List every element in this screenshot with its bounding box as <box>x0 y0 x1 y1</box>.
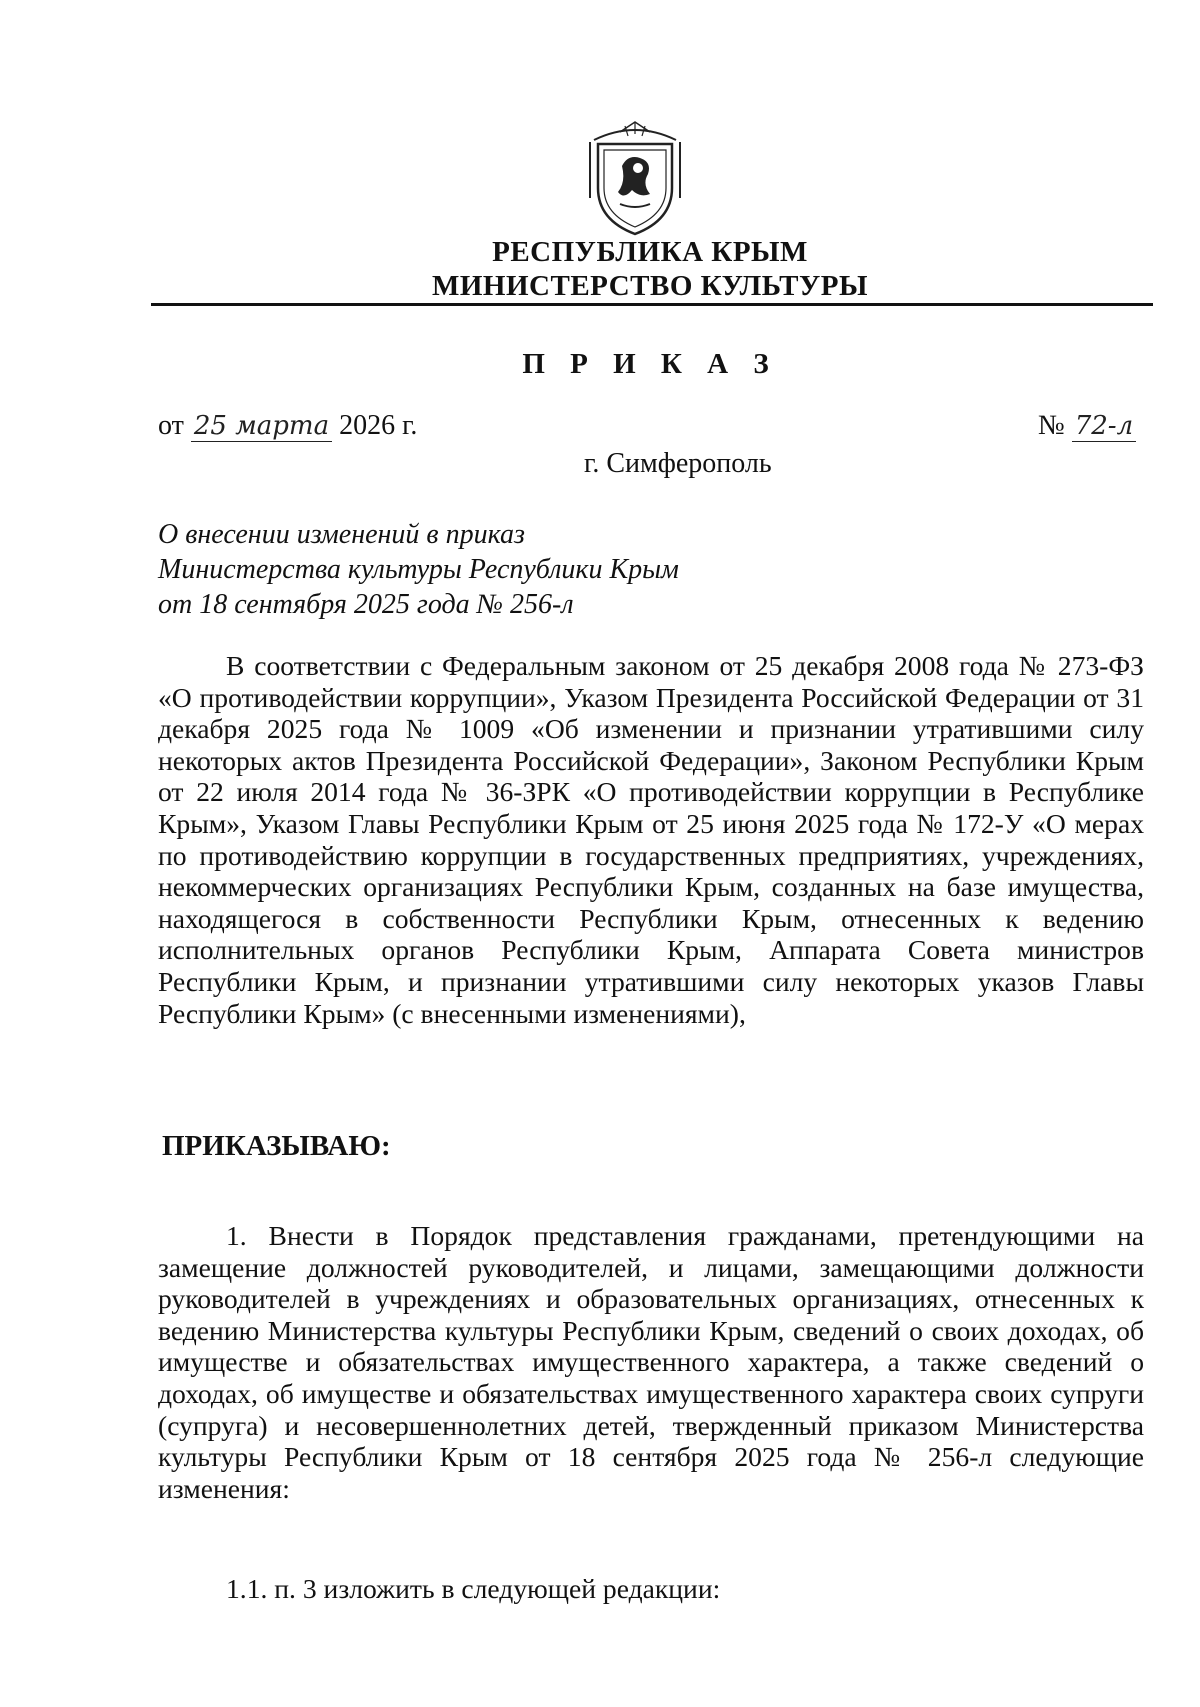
subject-line: О внесении изменений в приказ <box>158 519 525 550</box>
number-label: № <box>1038 410 1065 441</box>
header-ministry: МИНИСТЕРСТВО КУЛЬТУРЫ <box>432 270 868 302</box>
item-1-paragraph: 1. Внести в Порядок представления гражданами, претендующими на замещение должностей руководителей, и лицами, замещающими должности руководителей в учреждениях и образовательных организациях, отнесенных к ведению Министерства культуры Республики Крым, сведений о своих доходах, об имуществе и обязательствах имущественного характера, а также сведений о доходах, об имуществе и обязательствах имущественного характера своих супруги (супруга) и несовершеннолетних детей, твержденный приказом Министерства культуры Республики Крым от 18 сентября 2025 года № 256-л следующие изменения: <box>158 1220 1144 1504</box>
date-line <box>158 410 417 442</box>
subject-line: Министерства культуры Республики Крым <box>158 554 679 585</box>
orders-heading: ПРИКАЗЫВАЮ: <box>162 1130 391 1162</box>
handwritten-date: 25 марта <box>191 411 332 442</box>
subject-block <box>158 517 679 622</box>
date-prefix: от <box>158 410 184 441</box>
preamble-paragraph: В соответствии с Федеральным законом от 25 декабря 2008 года № 273-ФЗ «О противодействии коррупции», Указом Президента Российской Федерации от 31 декабря 2025 года № 1009 «Об изменении и признании утратившими силу некоторых актов Президента Российской Федерации», Законом Республики Крым от 22 июля 2014 года № 36-ЗРК «О противодействии коррупции в Республике Крым», Указом Главы Республики Крым от 25 июня 2025 года № 172-У «О мерах по противодействию коррупции в государственных предприятиях, учреждениях, некоммерческих организациях Республики Крым, созданных на базе имущества, находящегося в собственности Республики Крым, отнесенных к ведению исполнительных органов Республики Крым, Аппарата Совета министров Республики Крым, и признании утратившими силу некоторых указов Главы Республики Крым» (с внесенными изменениями), <box>158 650 1144 1029</box>
city: г. Симферополь <box>584 448 772 479</box>
item-1-1: 1.1. п. 3 изложить в следующей редакции: <box>226 1573 721 1604</box>
header-republic: РЕСПУБЛИКА КРЫМ <box>492 236 808 268</box>
crimea-coat-of-arms-icon <box>580 118 690 238</box>
handwritten-number: 72-л <box>1072 411 1136 442</box>
date-year: 2026 г. <box>339 410 418 441</box>
header-divider <box>151 303 1153 306</box>
subject-line: от 18 сентября 2025 года № 256-л <box>158 589 574 620</box>
number-line <box>1038 410 1136 442</box>
document-type: П Р И К А З <box>522 348 778 380</box>
